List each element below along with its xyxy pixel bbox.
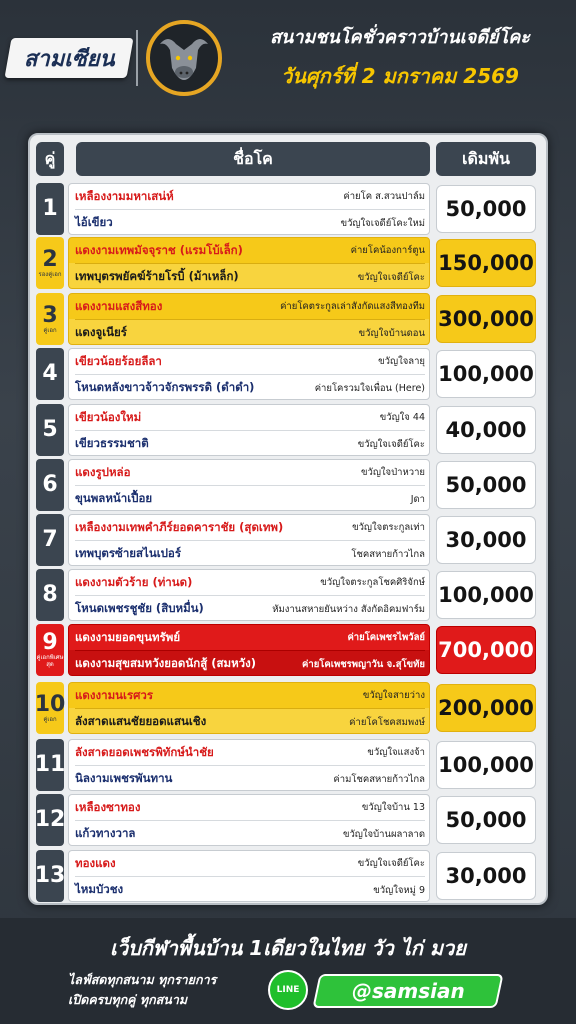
bet-amount: 100,000 xyxy=(436,350,536,398)
match-names xyxy=(68,514,430,566)
brand-text: สามเซียน xyxy=(23,46,115,72)
bet-amount: 700,000 xyxy=(436,626,536,674)
bull-b-line xyxy=(75,320,425,346)
match-number: 7 xyxy=(42,527,58,552)
match-number: 6 xyxy=(42,472,58,497)
bull-a-line xyxy=(75,184,425,210)
bull-b-line xyxy=(75,541,425,567)
match-number-box xyxy=(36,569,64,621)
bull-b-camp: ขวัญใจเจดีย์โคะ xyxy=(357,271,425,283)
bull-a-name: เหลืองงามเทพคำภีร์ยอดคาราชัย (สุดเทพ) xyxy=(75,519,284,534)
match-names xyxy=(68,794,430,846)
bull-a-name: เหลืองซาทอง xyxy=(75,799,141,814)
bull-b-name: นิลงามเพชรพันทาน xyxy=(75,771,173,785)
match-number-box xyxy=(36,624,64,676)
col-header-names: ชื่อโค xyxy=(76,142,430,176)
bull-b-camp: หัมงานสหายยันหว่าง สังกัดอิคมฟาร์ม xyxy=(272,603,425,615)
match-names xyxy=(68,682,430,734)
bull-a-line xyxy=(75,740,425,766)
match-tier: คู่เอกพิเศษสุด xyxy=(36,654,64,668)
bull-a-name: แดงงามนเรศวร xyxy=(75,687,154,702)
bull-b-line xyxy=(75,877,425,903)
match-number-box xyxy=(36,348,64,400)
bet-amount: 30,000 xyxy=(436,852,536,900)
bull-a-line xyxy=(75,294,425,320)
bull-b-line xyxy=(75,486,425,512)
table-row xyxy=(36,514,540,566)
bull-a-name: แดงงามแสงสีทอง xyxy=(75,298,163,313)
line-label: LINE xyxy=(276,985,300,995)
bet-amount: 40,000 xyxy=(436,406,536,454)
bull-b-line xyxy=(75,264,425,290)
match-number: 13 xyxy=(34,863,66,888)
bull-b-camp: โชคสหายก้าวไกล xyxy=(351,548,425,560)
bull-a-line xyxy=(75,570,425,596)
match-number-box xyxy=(36,293,64,345)
match-names xyxy=(68,459,430,511)
match-names xyxy=(68,569,430,621)
bull-a-name: เหลืองงามมหาเสน่ห์ xyxy=(75,188,174,203)
bull-b-camp: ค่ายโครวมใจเพื่อน (Here) xyxy=(314,382,425,394)
bull-a-name: แดงงามยอดขุนทรัพย์ xyxy=(75,629,181,644)
bull-a-camp: ค่ายโค ส.สวนปาล์ม xyxy=(343,191,425,202)
bull-b-name: ไหมบัวชง xyxy=(75,882,124,896)
table-row xyxy=(36,183,540,235)
match-number-box xyxy=(36,850,64,902)
footer-slogan: เว็บกีฬาพื้นบ้าน 1เดียวในไทย วัว ไก่ มวย xyxy=(110,936,466,960)
bull-b-camp: ขวัญใจเจดีย์โคะใหม่ xyxy=(340,217,425,229)
match-number-box xyxy=(36,794,64,846)
line-app-icon[interactable] xyxy=(268,970,308,1010)
match-names xyxy=(68,850,430,902)
bet-amount: 200,000 xyxy=(436,684,536,732)
match-number-box xyxy=(36,514,64,566)
table-row xyxy=(36,682,540,734)
bull-b-camp: ขวัญใจบ้านผลาลาด xyxy=(342,828,425,840)
bull-a-camp: ค่ายโคตระกูลเล่าสังกัดแสงสีทองทีม xyxy=(280,301,425,312)
bull-b-name: ไอ้เขียว xyxy=(75,215,113,229)
event-date: วันศุกร์ที่ 2 มกราคม 2569 xyxy=(281,64,519,88)
match-number: 8 xyxy=(42,582,58,607)
table-row xyxy=(36,348,540,400)
match-number: 4 xyxy=(42,361,58,386)
table-row xyxy=(36,794,540,846)
bet-amount: 300,000 xyxy=(436,295,536,343)
bull-a-camp: ขวัญใจตระกูลโชคศิริจักษ์ xyxy=(320,577,425,588)
bet-amount: 30,000 xyxy=(436,516,536,564)
bull-a-line xyxy=(75,238,425,264)
bull-b-line xyxy=(75,766,425,792)
bull-a-line xyxy=(75,851,425,877)
footer-line2: เปิดครบทุกคู่ ทุกสนาม xyxy=(68,992,188,1007)
line-handle: @samsian xyxy=(351,979,465,1003)
bull-a-line xyxy=(75,460,425,486)
bull-b-line xyxy=(75,709,425,735)
bull-b-name: เขียวธรรมชาติ xyxy=(75,436,149,450)
bull-a-camp: ค่ายโคเพชรไพวัลย์ xyxy=(347,632,425,643)
bull-a-name: ลังสาดยอดเพชรพิทักษ์นำชัย xyxy=(75,744,214,759)
bull-a-line xyxy=(75,349,425,375)
bull-a-camp: ขวัญใจลายุ xyxy=(378,356,425,367)
table-row xyxy=(36,624,540,676)
bull-a-line xyxy=(75,515,425,541)
bull-a-camp: ขวัญใจสายว่าง xyxy=(362,690,425,701)
header xyxy=(0,0,576,112)
brand-logo xyxy=(4,38,133,78)
bull-a-name: เขียวน้องใหม่ xyxy=(75,409,142,424)
match-names xyxy=(68,739,430,791)
match-number: 1 xyxy=(42,196,58,221)
match-tier: รองคู่เอก xyxy=(38,270,62,278)
bull-b-name: เทพบุตรพยัคฆ์ร้ายโรบิ้ (ม้าเหล็ก) xyxy=(75,269,239,283)
match-number: 5 xyxy=(42,417,58,442)
bet-amount: 50,000 xyxy=(436,461,536,509)
table-row xyxy=(36,237,540,289)
bull-b-name: ขุนพลหน้าเปื้อย xyxy=(75,491,153,505)
bull-head-icon xyxy=(146,20,222,96)
match-names xyxy=(68,404,430,456)
bull-b-line xyxy=(75,431,425,457)
match-number-box xyxy=(36,459,64,511)
bull-b-camp: ค่ายโคโชคสมพงษ์ xyxy=(349,716,425,728)
bull-a-name: แดงงามเทพมัจจุราช (แรมโบ้เล็ก) xyxy=(75,242,243,257)
table-row xyxy=(36,850,540,902)
bull-a-camp: ขวัญใจเจดีย์โคะ xyxy=(357,858,425,869)
line-handle-button[interactable] xyxy=(312,974,503,1008)
bull-b-name: แก้วทางวาล xyxy=(75,826,136,840)
bull-a-name: แดงรูปหล่อ xyxy=(75,464,131,479)
bull-a-line xyxy=(75,625,425,651)
bull-b-camp: ขวัญใจเจดีย์โคะ xyxy=(357,438,425,450)
match-names xyxy=(68,237,430,289)
bull-a-camp: ขวัญใจตระกูลเท่า xyxy=(352,522,425,533)
match-names xyxy=(68,624,430,676)
bull-a-line xyxy=(75,405,425,431)
match-number: 12 xyxy=(34,807,66,832)
match-tier: คู่เอก xyxy=(43,715,57,723)
match-number: 10 xyxy=(34,691,66,717)
bet-amount: 100,000 xyxy=(436,741,536,789)
table-row xyxy=(36,569,540,621)
table-row xyxy=(36,404,540,456)
bull-b-name: แดงงามสุขสมหวังยอดนักสู้ (สมหวัง) xyxy=(75,656,257,670)
bull-b-name: เทพบุตรซ้ายสไนเปอร์ xyxy=(75,546,182,560)
header-divider xyxy=(136,30,138,86)
match-number-box xyxy=(36,682,64,734)
footer xyxy=(0,918,576,1024)
match-names xyxy=(68,293,430,345)
match-names xyxy=(68,183,430,235)
bull-b-line xyxy=(75,651,425,677)
footer-line1: ไลฟ์สดทุกสนาม ทุกรายการ xyxy=(68,972,217,987)
col-header-pair: คู่ xyxy=(36,142,64,176)
table-row xyxy=(36,459,540,511)
match-number: 9 xyxy=(42,630,58,655)
match-number: 3 xyxy=(42,302,58,328)
bull-a-name: เขียวน้อยร้อยลีลา xyxy=(75,353,162,368)
bull-b-name: แดงจูเนียร์ xyxy=(75,325,127,339)
bet-amount: 50,000 xyxy=(436,185,536,233)
page-title: สนามชนโคชั่วคราวบ้านเจดีย์โคะ xyxy=(270,27,530,48)
bull-b-name: โหนดหลังขาวจ้าวจักรพรรดิ (ดำดำ) xyxy=(75,380,255,394)
match-number-box xyxy=(36,404,64,456)
match-tier: คู่เอก xyxy=(43,326,57,334)
bull-a-name: ทองแดง xyxy=(75,855,116,870)
bet-amount: 50,000 xyxy=(436,796,536,844)
match-names xyxy=(68,348,430,400)
bull-b-camp: ขวัญใจหมู่ 9 xyxy=(373,884,425,896)
bet-amount: 150,000 xyxy=(436,239,536,287)
bull-a-line xyxy=(75,683,425,709)
bull-b-camp: ค่ามโชคสหายก้าวไกล xyxy=(333,773,425,785)
bull-b-name: ลังสาดแสนชัยยอดแสนเชิง xyxy=(75,714,207,728)
bull-a-name: แดงงามตัวร้าย (ท่านด) xyxy=(75,574,193,589)
bull-b-line xyxy=(75,821,425,847)
bull-a-camp: ขวัญใจบ้าน 13 xyxy=(361,802,425,813)
col-header-bet: เดิมพัน xyxy=(436,142,536,176)
bull-b-line xyxy=(75,596,425,622)
match-number-box xyxy=(36,237,64,289)
bull-b-line xyxy=(75,210,425,236)
bet-amount: 100,000 xyxy=(436,571,536,619)
table-row xyxy=(36,293,540,345)
bull-a-camp: ขวัญใจป่าหวาย xyxy=(361,467,425,478)
bull-a-camp: ขวัญใจแสงจ้า xyxy=(367,747,425,758)
bull-b-camp: ค่ายโคเพชรพญาวัน จ.สุโขทัย xyxy=(302,658,425,670)
match-number: 11 xyxy=(34,752,66,777)
bull-b-name: โหนดเพชรชูชัย (สิบหมื่น) xyxy=(75,601,204,615)
bull-b-line xyxy=(75,375,425,401)
bull-a-camp: ค่ายโคน้องการ์ตูน xyxy=(350,245,425,256)
match-number: 2 xyxy=(42,246,58,272)
match-number-box xyxy=(36,739,64,791)
table-row xyxy=(36,739,540,791)
bull-a-camp: ขวัญใจ 44 xyxy=(379,412,425,423)
bull-b-camp: Jดา xyxy=(410,493,425,505)
bull-a-line xyxy=(75,795,425,821)
bull-b-camp: ขวัญใจบ้านดอน xyxy=(358,327,425,339)
match-number-box xyxy=(36,183,64,235)
